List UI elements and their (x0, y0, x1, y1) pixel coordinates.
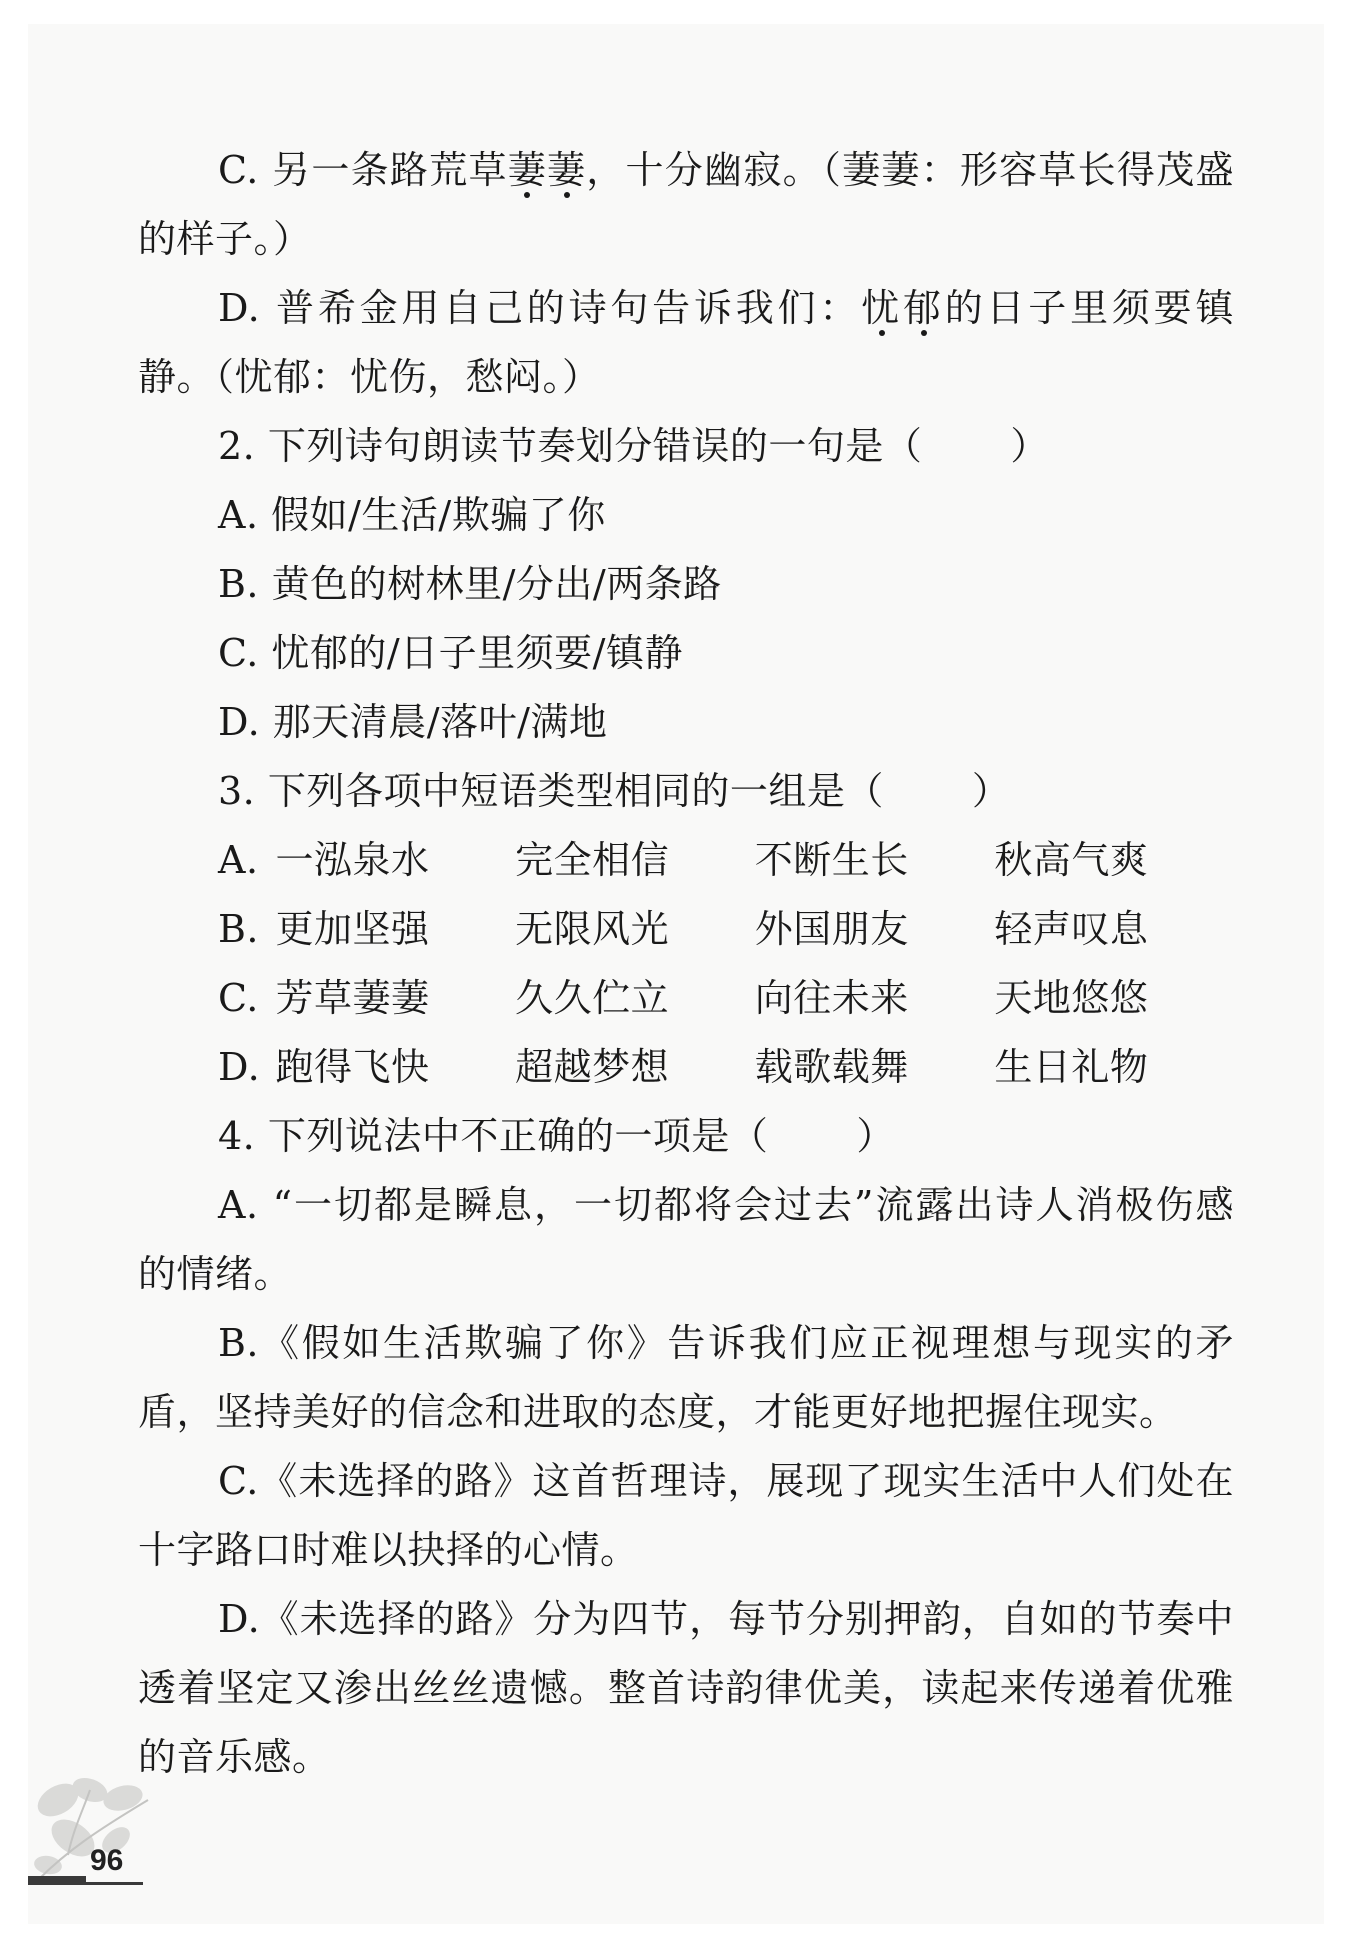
q3-stem: 3. 下列各项中短语类型相同的一组是（ ） (218, 769, 1011, 813)
exercise-content (138, 136, 1234, 1792)
q4-stem: 4. 下列说法中不正确的一项是（ ） (218, 1114, 895, 1158)
emphasis-char: 萋 (546, 148, 587, 192)
q2-option-a: A. 假如/生活/欺骗了你 (218, 493, 606, 537)
q2-option-d: D. 那天清晨/落叶/满地 (218, 700, 608, 744)
q3-option-row-b: B. 更加坚强 无限风光 外国朋友 轻声叹息 (218, 907, 1149, 951)
q4-option-c: C.《未选择的路》这首哲理诗，展现了现实生活中人们处在十字路口时难以抉择的心情。 (138, 1459, 1234, 1572)
q1-option-d: D. 普希金用自己的诗句告诉我们：忧郁的日子里须要镇静。（忧郁：忧伤，愁闷。） (138, 286, 1234, 399)
q2-option-b: B. 黄色的树林里/分出/两条路 (218, 562, 722, 606)
q2-option-c: C. 忧郁的/日子里须要/镇静 (218, 631, 683, 675)
page-number: 96 (90, 1844, 124, 1877)
q4-option-a: A. “一切都是瞬息，一切都将会过去”流露出诗人消极伤感的情绪。 (138, 1183, 1234, 1296)
q3-option-row-d: D. 跑得飞快 超越梦想 载歌载舞 生日礼物 (218, 1045, 1149, 1089)
q2-stem: 2. 下列诗句朗读节奏划分错误的一句是（ ） (218, 424, 1049, 468)
emphasized-word (508, 148, 587, 192)
q4-option-b: B.《假如生活欺骗了你》告诉我们应正视理想与现实的矛盾，坚持美好的信念和进取的态度，才能更好地把握住现实。 (138, 1321, 1234, 1434)
emphasis-char: 郁 (902, 286, 945, 330)
q1-option-c: C. 另一条路荒草萋萋，十分幽寂。（萋萋：形容草长得茂盛的样子。） (138, 148, 1234, 261)
emphasis-char: 萋 (507, 148, 547, 192)
page-number-underline (28, 1882, 143, 1885)
q3-option-row-c: C. 芳草萋萋 久久伫立 向往未来 天地悠悠 (218, 976, 1149, 1020)
emphasized-word (861, 286, 945, 330)
q3-option-row-a: A. 一泓泉水 完全相信 不断生长 秋高气爽 (218, 838, 1149, 882)
emphasis-char: 忧 (861, 286, 903, 330)
q4-option-d: D.《未选择的路》分为四节，每节分别押韵，自如的节奏中透着坚定又渗出丝丝遗憾。整首诗韵律优美，读起来传递着优雅的音乐感。 (138, 1597, 1234, 1779)
